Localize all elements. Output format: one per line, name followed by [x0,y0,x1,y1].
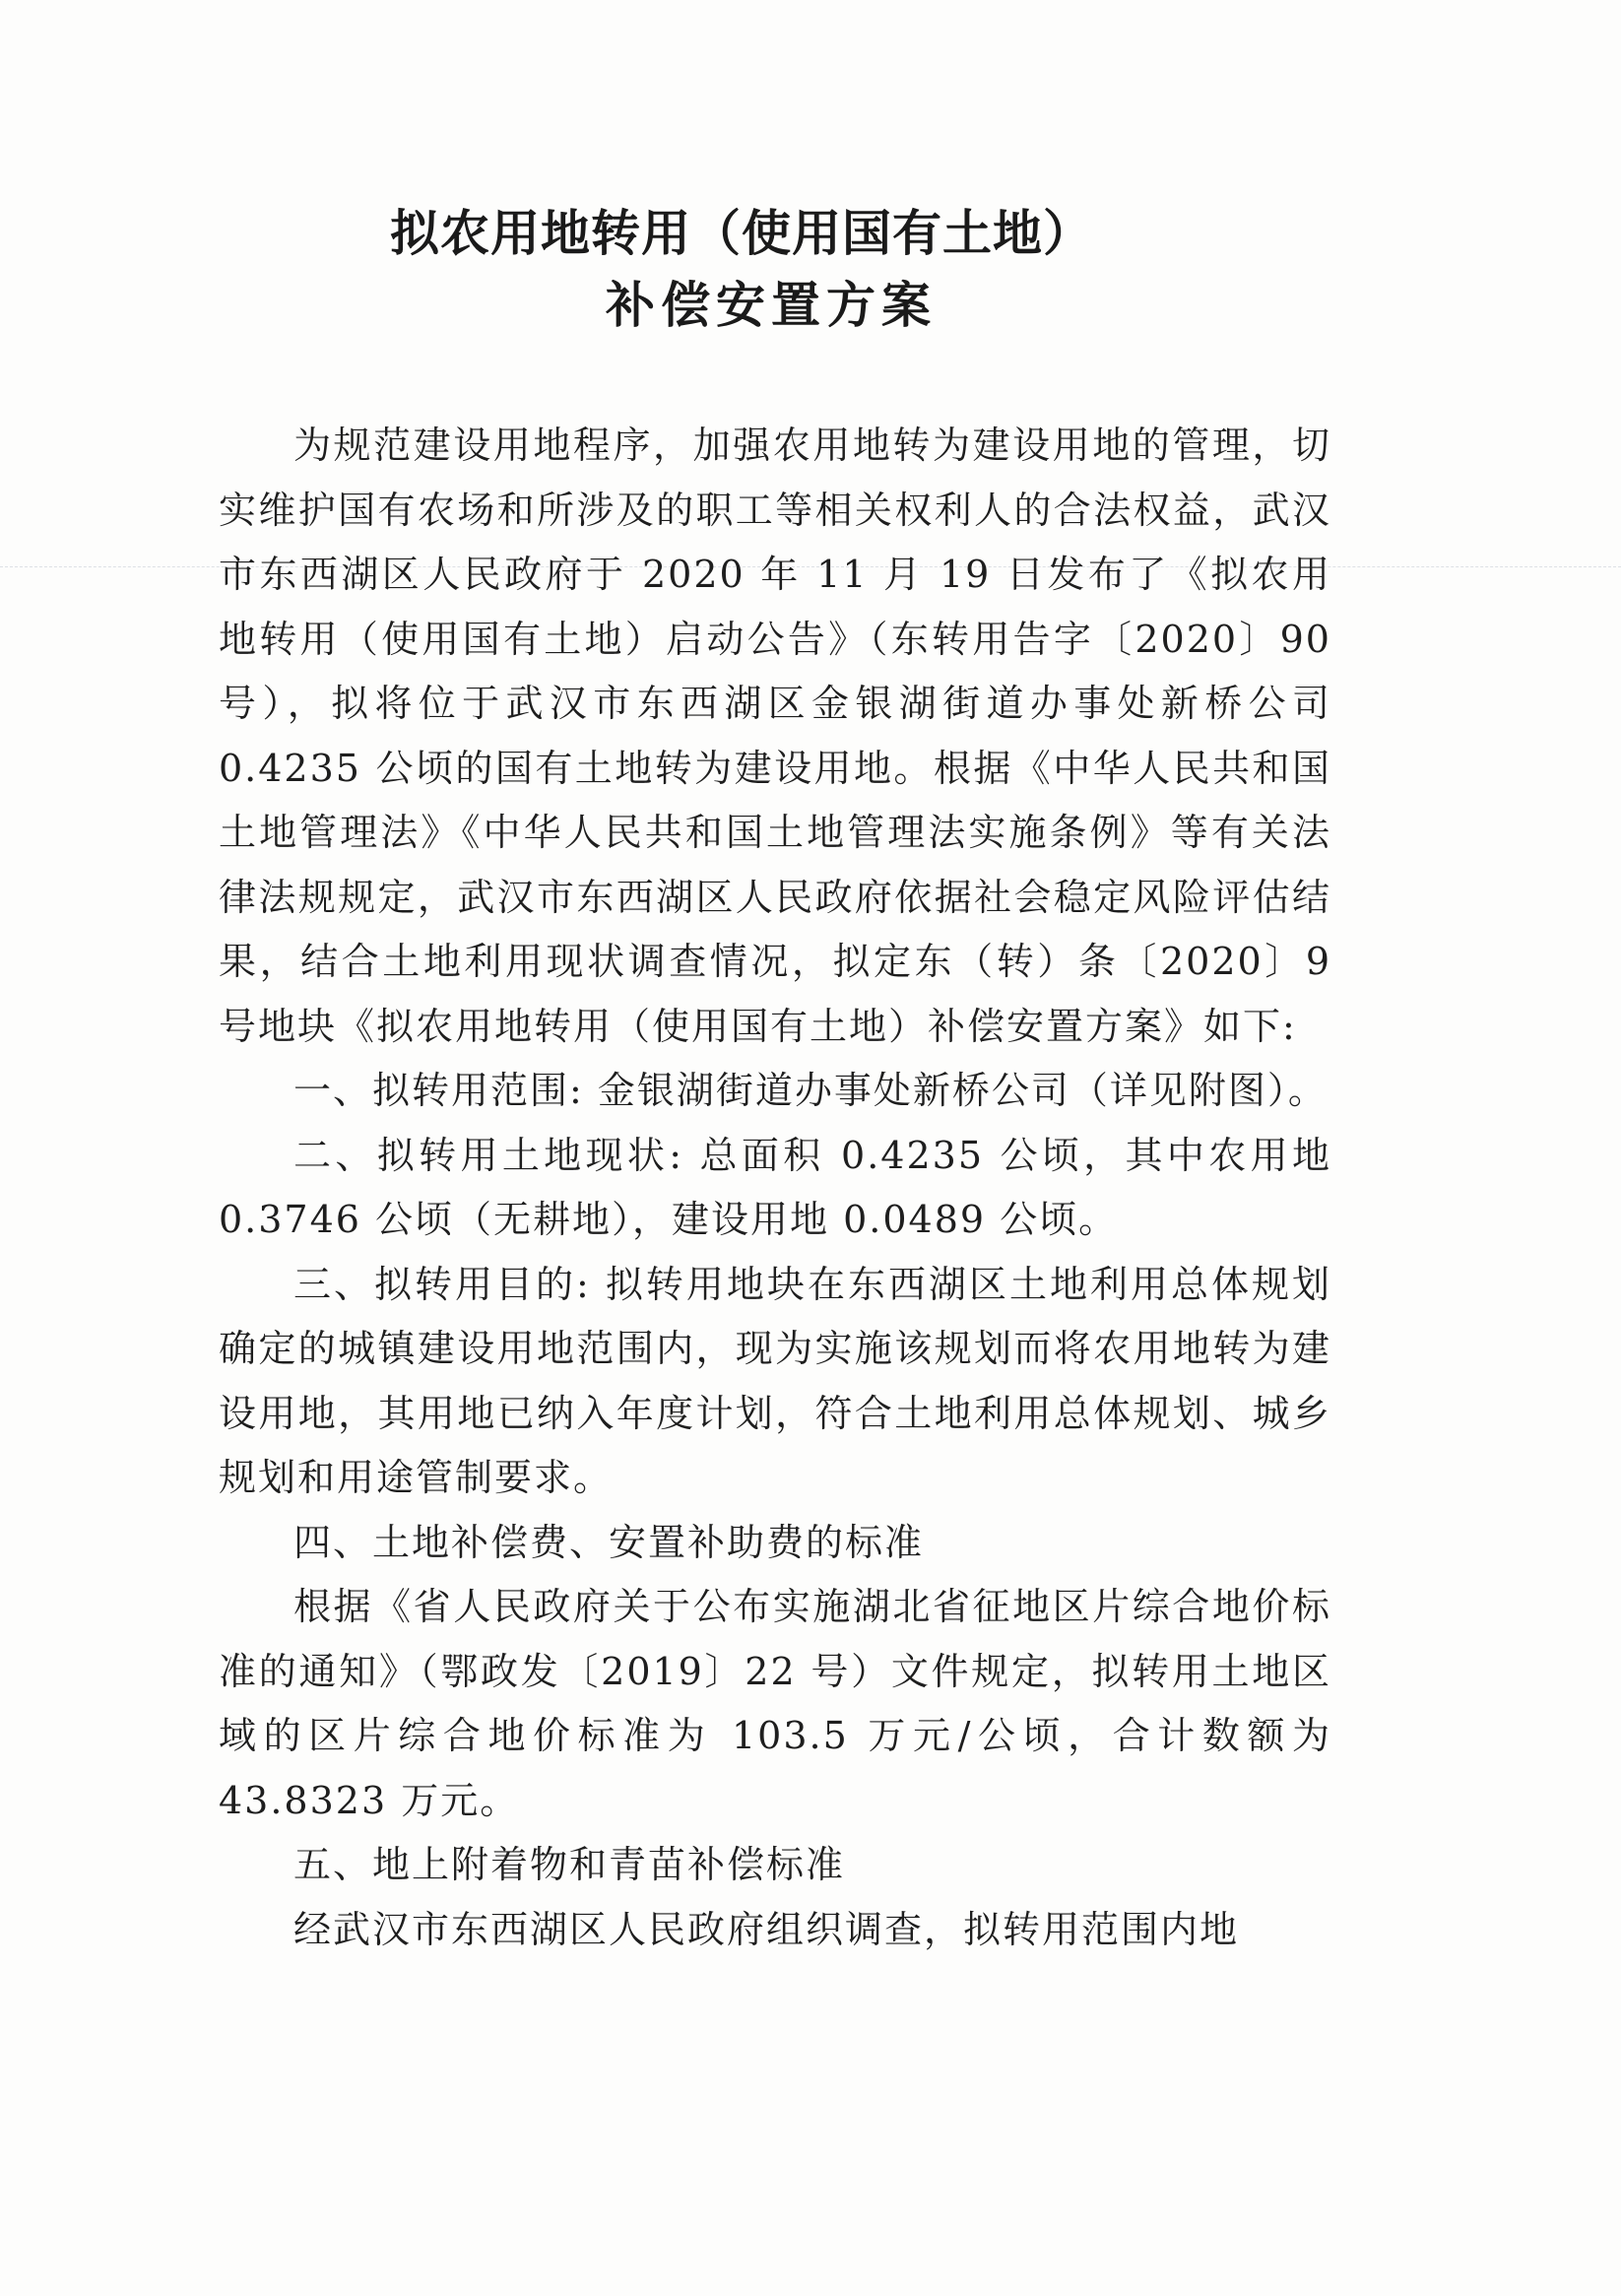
paragraph-intro: 为规范建设用地程序，加强农用地转为建设用地的管理，切实维护国有农场和所涉及的职工等相关权利人的合法权益，武汉市东西湖区人民政府于 2020 年 11 月 19 日发布了《拟农用地转用（使用国有土地）启动公告》（东转用告字〔2020〕90 号），拟将位于武汉市东西湖区金银湖街道办事处新桥公司 0.4235 公顷的国有土地转为建设用地。根据《中华人民共和国土地管理法》《中华人民共和国土地管理法实施条例》等有关法律法规规定，武汉市东西湖区人民政府依据社会稳定风险评估结果，结合土地利用现状调查情况，拟定东（转）条〔2020〕9 号地块《拟农用地转用（使用国有土地）补偿安置方案》如下: [219,424,1331,1048]
paragraph-compensation-standard: 根据《省人民政府关于公布实施湖北省征地区片综合地价标准的通知》（鄂政发〔2019〕22 号）文件规定，拟转用土地区域的区片综合地价标准为 103.5 万元/公顷，合计数额为 43.8323 万元。 [219,1585,1331,1822]
document-title-line-1: 拟农用地转用（使用国有土地） [390,205,1093,262]
section-heading-attachments-compensation: 五、地上附着物和青苗补偿标准 [293,1843,846,1886]
paragraph-scope: 一、拟转用范围: 金银湖街道办事处新桥公司（详见附图）。 [293,1069,1328,1112]
document-title-line-2: 补偿安置方案 [606,277,937,334]
section-heading-compensation-standard: 四、土地补偿费、安置补助费的标准 [293,1520,925,1564]
document-body [219,414,1331,1962]
paragraph-attachments-compensation: 经武汉市东西湖区人民政府组织调查，拟转用范围内地 [293,1907,1240,1951]
paragraph-land-status: 二、拟转用土地现状: 总面积 0.4235 公顷，其中农用地 0.3746 公顷（无耕地），建设用地 0.0489 公顷。 [219,1133,1331,1241]
paragraph-purpose: 三、拟转用目的: 拟转用地块在东西湖区土地利用总体规划确定的城镇建设用地范围内，现为实施该规划而将农用地转为建设用地，其用地已纳入年度计划，符合土地利用总体规划、城乡规划和用途管制要求。 [219,1262,1331,1499]
